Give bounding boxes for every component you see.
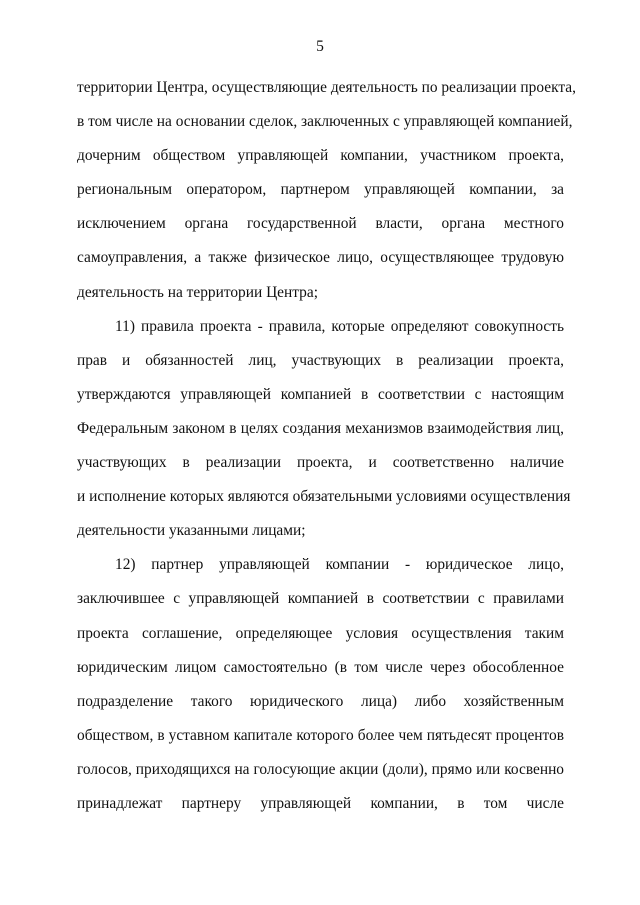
text-line: Федеральным законом в целях создания механизмов взаимодействия лиц, bbox=[77, 419, 564, 437]
text-line: в том числе на основании сделок, заключенных с управляющей компанией, bbox=[77, 113, 573, 131]
document-body bbox=[77, 78, 576, 828]
text-line: деятельность на территории Центра; bbox=[77, 283, 318, 301]
text-line: участвующих в реализации проекта, и соответственно наличие bbox=[77, 454, 564, 472]
text-line: и исполнение которых являются обязательными условиями осуществления bbox=[77, 488, 571, 506]
text-line: утверждаются управляющей компанией в соответствии с настоящим bbox=[77, 385, 564, 403]
text-line: юридическим лицом самостоятельно (в том числе через обособленное bbox=[77, 658, 564, 676]
text-line: подразделение такого юридического лица) либо хозяйственным bbox=[77, 692, 564, 710]
text-line: самоуправления, а также физическое лицо, осуществляющее трудовую bbox=[77, 249, 564, 267]
text-line: проекта соглашение, определяющее условия осуществления таким bbox=[77, 624, 564, 642]
page-number: 5 bbox=[316, 38, 324, 55]
text-line: исключением органа государственной власти, органа местного bbox=[77, 215, 564, 233]
text-line: прав и обязанностей лиц, участвующих в реализации проекта, bbox=[77, 351, 564, 369]
text-line: обществом, в уставном капитале которого более чем пятьдесят процентов bbox=[77, 726, 564, 744]
text-line: принадлежат партнеру управляющей компании, в том числе bbox=[77, 794, 564, 812]
text-line: дочерним обществом управляющей компании, участником проекта, bbox=[77, 147, 564, 165]
text-line: заключившее с управляющей компанией в соответствии с правилами bbox=[77, 590, 564, 608]
text-line: 11) правила проекта - правила, которые определяют совокупность bbox=[115, 317, 564, 335]
text-line: голосов, приходящихся на голосующие акции (доли), прямо или косвенно bbox=[77, 760, 564, 778]
text-line: региональным оператором, партнером управляющей компании, за bbox=[77, 181, 564, 199]
text-line: территории Центра, осуществляющие деятельность по реализации проекта, bbox=[77, 79, 576, 96]
text-line: 12) партнер управляющей компании - юридическое лицо, bbox=[115, 556, 564, 574]
text-line: деятельности указанными лицами; bbox=[77, 522, 306, 540]
